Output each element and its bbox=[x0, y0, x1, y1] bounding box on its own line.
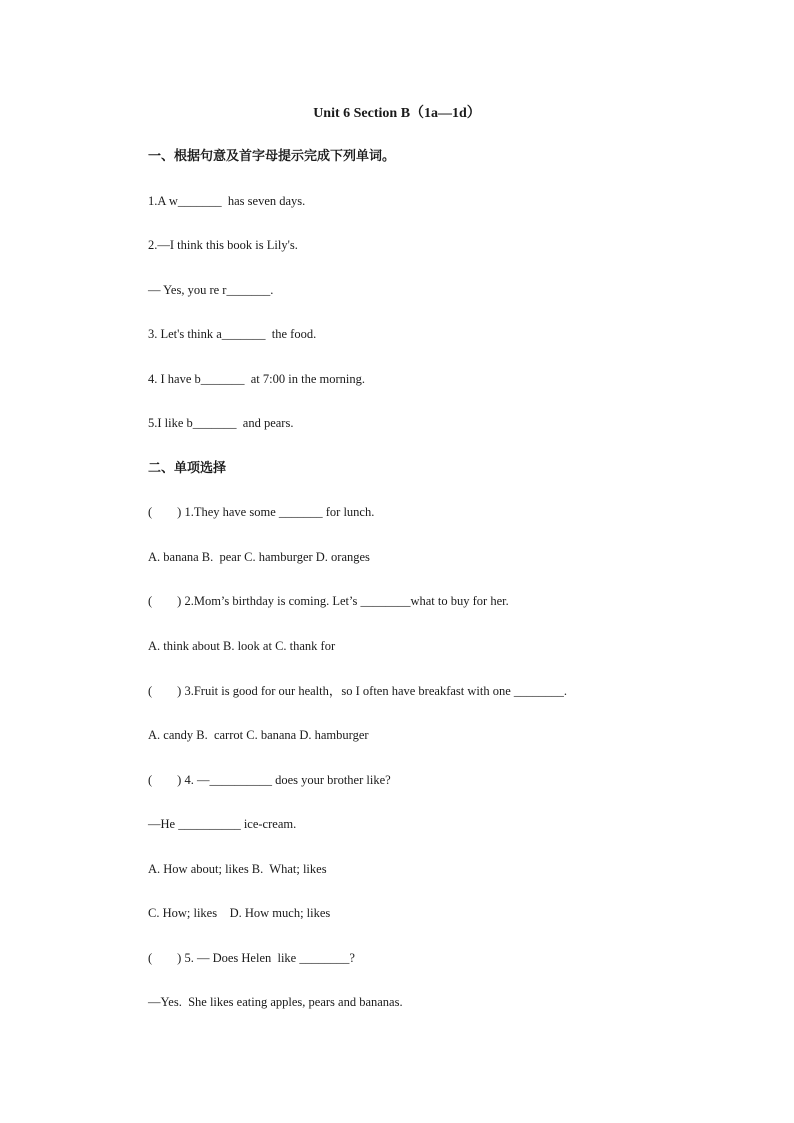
question-line: ( ) 1.They have some _______ for lunch. bbox=[148, 505, 375, 519]
exercise-line: 2.—I think this book is Lily's. bbox=[148, 238, 298, 252]
question-line: —Yes. She likes eating apples, pears and bananas. bbox=[148, 995, 403, 1009]
section-2-heading: 二、单项选择 bbox=[148, 460, 227, 475]
question-line: ( ) 2.Mom’s birthday is coming. Let’s ________what to buy for her. bbox=[148, 594, 509, 608]
question-line: ( ) 4. —__________ does your brother like? bbox=[148, 773, 391, 787]
options-line: C. How; likes D. How much; likes bbox=[148, 906, 331, 920]
options-line: A. How about; likes B. What; likes bbox=[148, 862, 327, 876]
question-line: —He __________ ice-cream. bbox=[148, 817, 297, 831]
options-line: A. think about B. look at C. thank for bbox=[148, 639, 336, 653]
exercise-line: 1.A w_______ has seven days. bbox=[148, 194, 306, 208]
options-line: A. banana B. pear C. hamburger D. oranges bbox=[148, 550, 370, 564]
exercise-line: 4. I have b_______ at 7:00 in the morning. bbox=[148, 372, 365, 386]
page-title: Unit 6 Section B（1a—1d） bbox=[313, 106, 481, 121]
exercise-line: 5.I like b_______ and pears. bbox=[148, 416, 294, 430]
options-line: A. candy B. carrot C. banana D. hamburger bbox=[148, 728, 369, 742]
exercise-line: — Yes, you re r_______. bbox=[148, 283, 274, 297]
question-line: ( ) 5. — Does Helen like ________? bbox=[148, 951, 355, 965]
exercise-line: 3. Let's think a_______ the food. bbox=[148, 327, 317, 341]
question-line: ( ) 3.Fruit is good for our health，so I often have breakfast with one ________. bbox=[148, 684, 568, 698]
section-1-heading: 一、根据句意及首字母提示完成下列单词。 bbox=[148, 148, 396, 163]
